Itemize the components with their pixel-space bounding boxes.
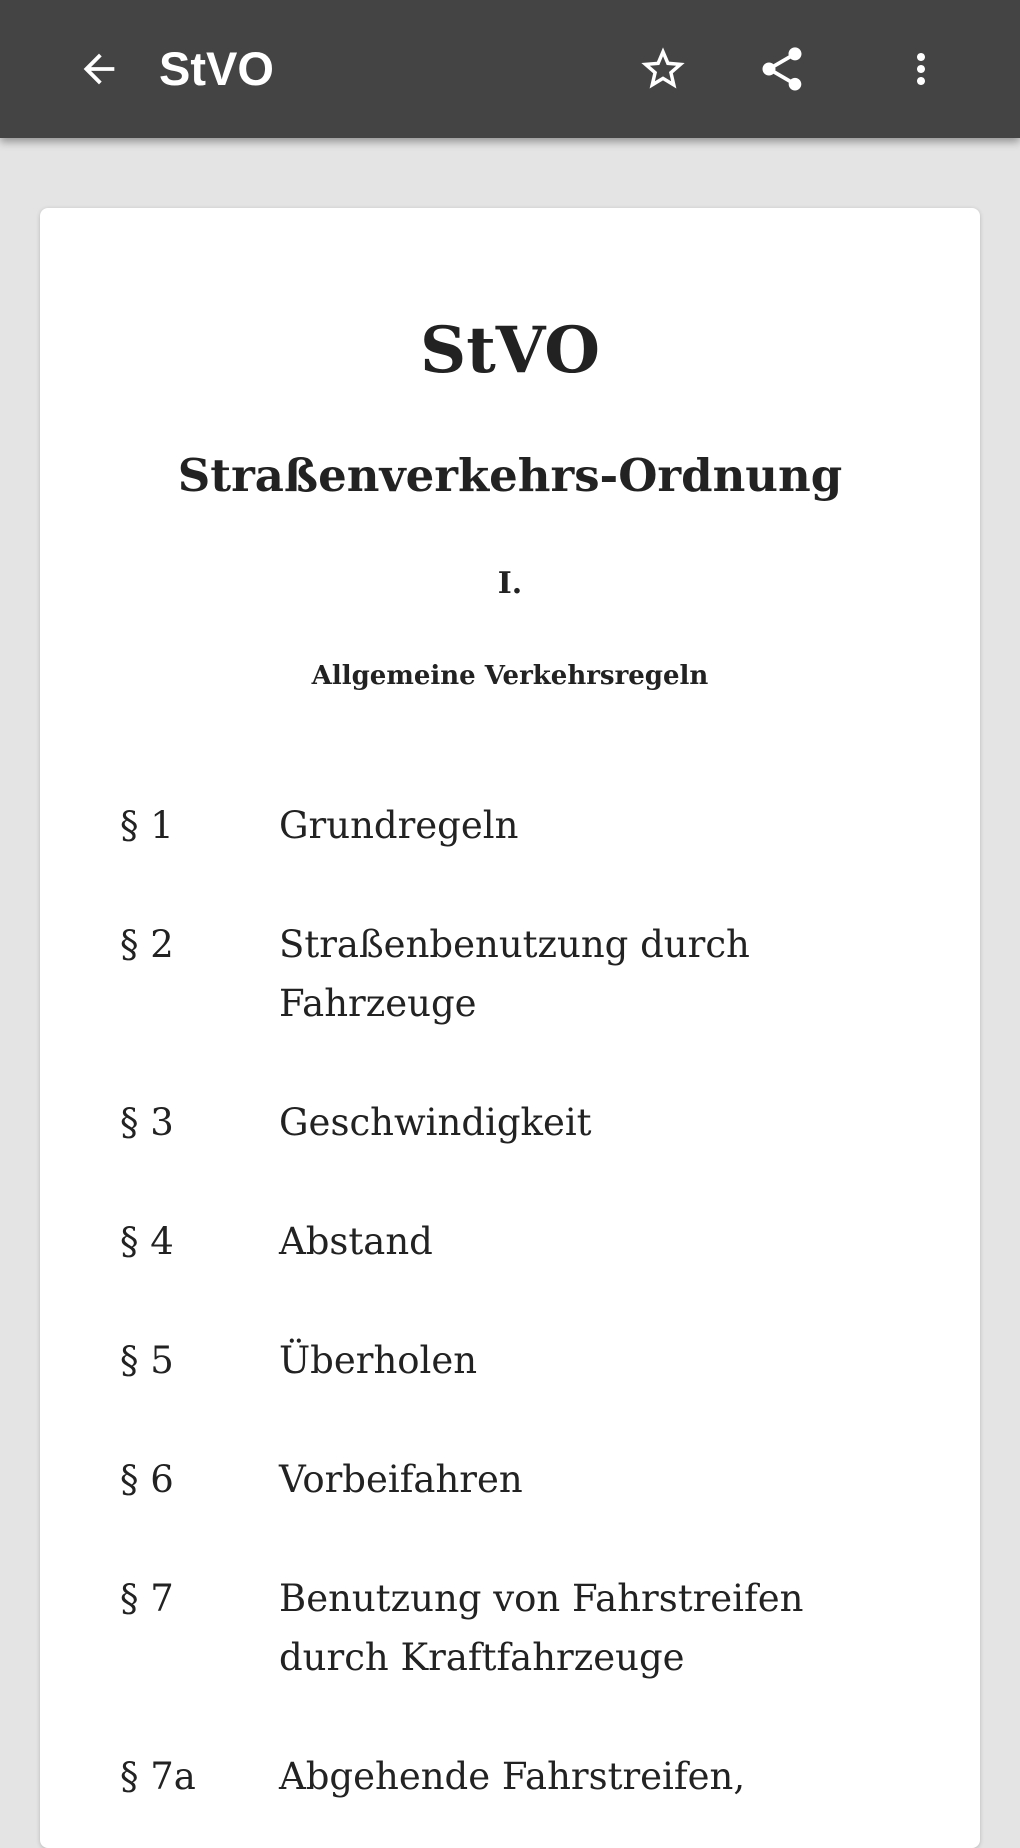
toc-item-number: § 1 xyxy=(120,804,174,847)
table-of-contents xyxy=(120,796,940,1848)
toc-item-title: Grundregeln xyxy=(279,804,519,847)
toc-item-7[interactable] xyxy=(120,1569,940,1687)
share-icon xyxy=(756,43,808,95)
toc-item-title: Vorbeifahren xyxy=(279,1458,523,1501)
toc-item-title: Geschwindigkeit xyxy=(279,1101,592,1144)
toc-item-5[interactable] xyxy=(120,1331,940,1390)
back-button[interactable] xyxy=(64,34,134,104)
toc-item-title: Überholen xyxy=(279,1339,478,1382)
app-bar-title: StVO xyxy=(159,42,274,95)
more-options-button[interactable] xyxy=(886,34,956,104)
toc-item-title: Abstand xyxy=(279,1220,433,1263)
toc-item-number: § 7a xyxy=(120,1755,196,1798)
toc-item-number: § 5 xyxy=(120,1339,174,1382)
toc-item-number: § 7 xyxy=(120,1577,174,1620)
section-number: I. xyxy=(497,566,523,601)
app-bar xyxy=(0,0,1020,138)
toc-item-number: § 3 xyxy=(120,1101,174,1144)
toc-item-6[interactable] xyxy=(120,1450,940,1509)
document-card xyxy=(40,208,980,1848)
share-button[interactable] xyxy=(747,34,817,104)
document-subtitle: Straßenverkehrs-Ordnung xyxy=(177,449,843,502)
document-title: StVO xyxy=(419,313,601,388)
toc-item-3[interactable] xyxy=(120,1093,940,1152)
more-vert-icon xyxy=(897,45,945,93)
toc-item-title: Abgehende Fahrstreifen, xyxy=(279,1755,746,1798)
toc-item-2[interactable] xyxy=(120,915,940,1033)
toc-item-4[interactable] xyxy=(120,1212,940,1271)
toc-item-number: § 2 xyxy=(120,923,174,966)
favorite-button[interactable] xyxy=(628,34,698,104)
arrow-back-icon xyxy=(76,46,122,92)
toc-item-number: § 6 xyxy=(120,1458,174,1501)
section-title: Allgemeine Verkehrsregeln xyxy=(311,661,709,691)
toc-item-number: § 4 xyxy=(120,1220,174,1263)
toc-item-title: Straßenbenutzung durch Fahrzeuge xyxy=(279,923,750,1025)
star-outline-icon xyxy=(637,43,689,95)
toc-item-1[interactable] xyxy=(120,796,940,855)
toc-item-title: Benutzung von Fahrstreifen durch Kraftfahrzeuge xyxy=(279,1577,804,1679)
toc-item-7a[interactable] xyxy=(120,1747,940,1806)
